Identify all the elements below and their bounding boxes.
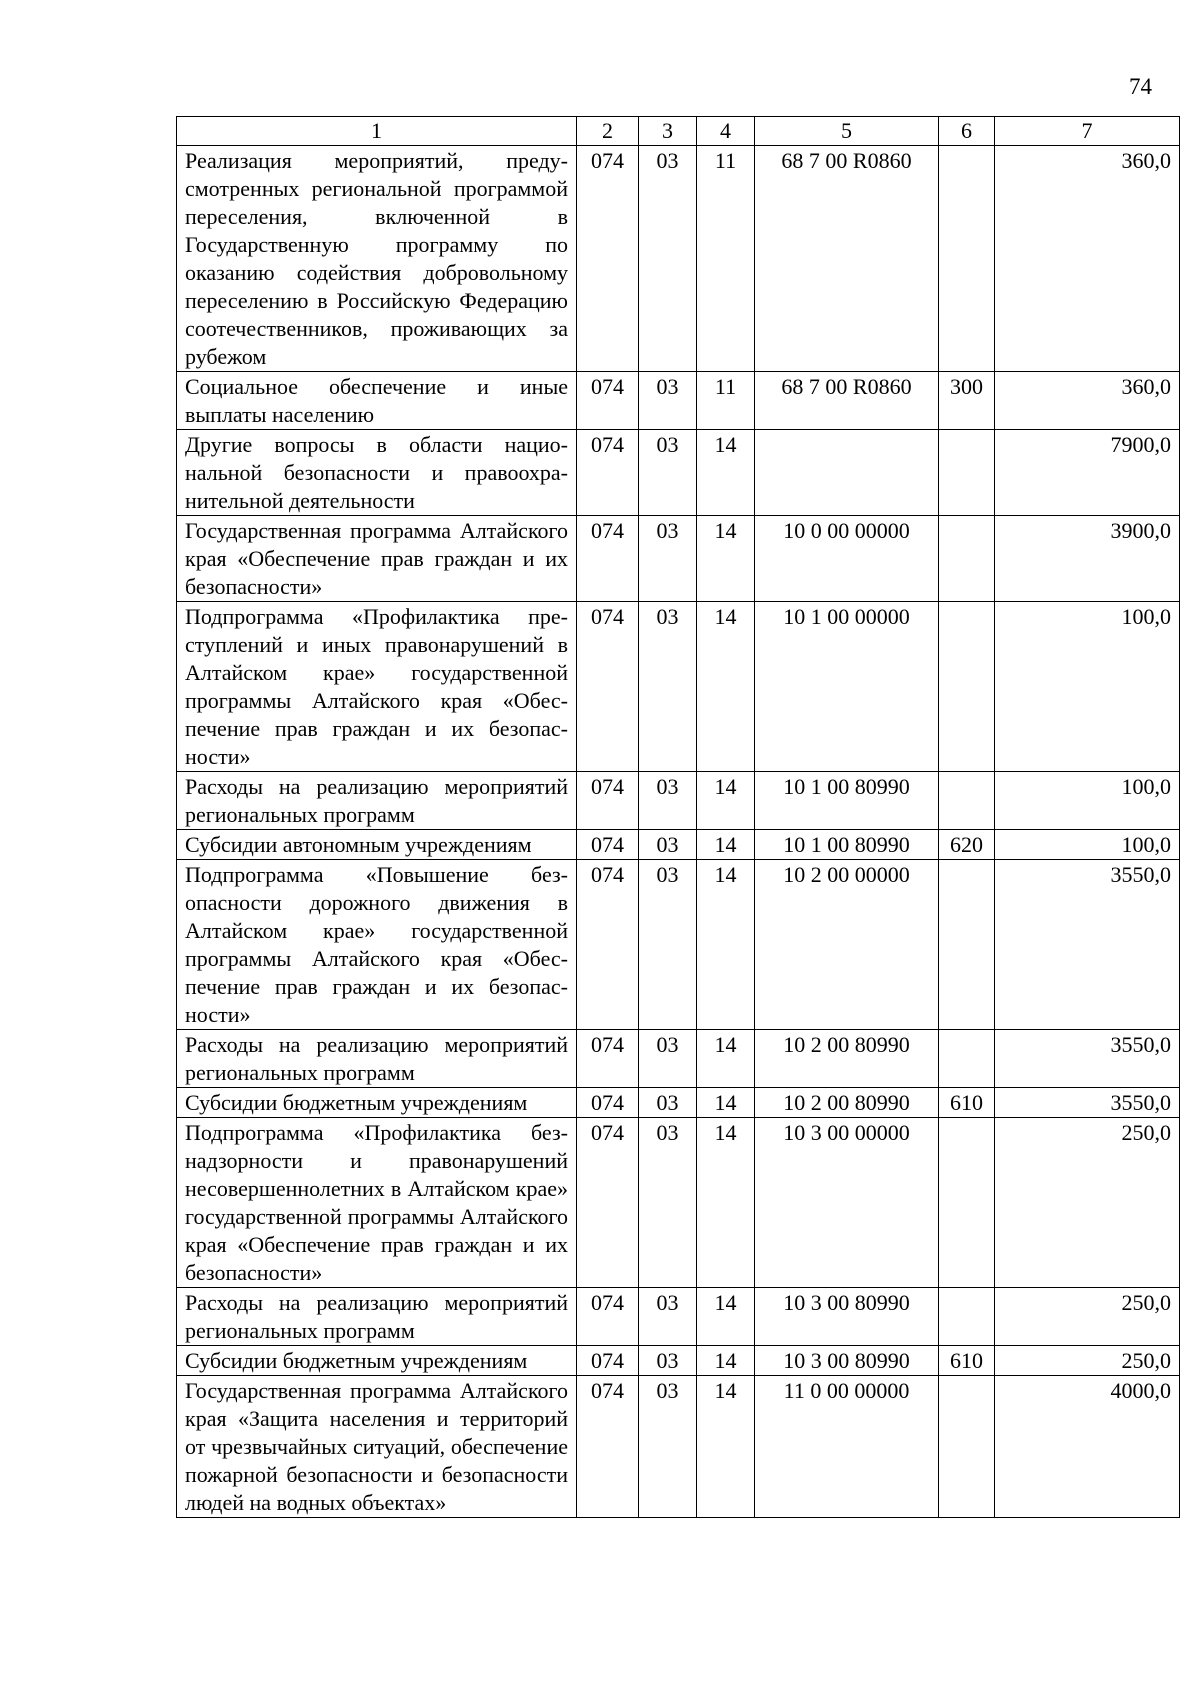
item-name-cell: Подпрограмма «Профилактика безнадзорности и правонарушений несовершеннолетних в Алтайском крае» государственной программы Алтайского края «Обеспечение прав граждан и их безопасности» <box>177 1118 577 1288</box>
section-cell: 03 <box>639 372 697 430</box>
expense-type-cell <box>939 1288 995 1346</box>
column-header: 3 <box>639 117 697 146</box>
section-cell: 03 <box>639 772 697 830</box>
expense-type-cell: 610 <box>939 1346 995 1376</box>
amount-cell: 250,0 <box>995 1288 1180 1346</box>
target-article-cell: 68 7 00 R0860 <box>755 372 939 430</box>
table-row <box>177 430 1180 516</box>
column-header: 4 <box>697 117 755 146</box>
table-row <box>177 1030 1180 1088</box>
item-name-cell: Государственная программа Алтайского края «Обеспечение прав граждан и их безопасности» <box>177 516 577 602</box>
section-cell: 03 <box>639 146 697 372</box>
ministry-code-cell: 074 <box>577 830 639 860</box>
subsection-cell: 14 <box>697 1288 755 1346</box>
section-cell: 03 <box>639 1376 697 1518</box>
ministry-code-cell: 074 <box>577 602 639 772</box>
ministry-code-cell: 074 <box>577 1288 639 1346</box>
item-name-cell: Субсидии бюджетным учреждениям <box>177 1088 577 1118</box>
table-row <box>177 1118 1180 1288</box>
target-article-cell: 10 2 00 80990 <box>755 1088 939 1118</box>
expense-type-cell <box>939 860 995 1030</box>
section-cell: 03 <box>639 1088 697 1118</box>
item-name-cell: Социальное обеспечение и иные выплаты населению <box>177 372 577 430</box>
amount-cell: 3550,0 <box>995 1088 1180 1118</box>
section-cell: 03 <box>639 1118 697 1288</box>
table-row <box>177 772 1180 830</box>
table-row <box>177 516 1180 602</box>
table-row <box>177 372 1180 430</box>
item-name-cell: Государственная программа Алтайского края «Защита населения и территорий от чрезвычайных ситуаций, обеспечение пожарной безопасности и безопасности людей на водных объектах» <box>177 1376 577 1518</box>
subsection-cell: 14 <box>697 1088 755 1118</box>
target-article-cell: 10 2 00 80990 <box>755 1030 939 1088</box>
item-name-cell: Субсидии бюджетным учреждениям <box>177 1346 577 1376</box>
section-cell: 03 <box>639 1346 697 1376</box>
amount-cell: 3550,0 <box>995 1030 1180 1088</box>
amount-cell: 4000,0 <box>995 1376 1180 1518</box>
subsection-cell: 11 <box>697 146 755 372</box>
item-name-cell: Расходы на реализацию мероприятий региональных программ <box>177 1030 577 1088</box>
table-row <box>177 1288 1180 1346</box>
section-cell: 03 <box>639 1288 697 1346</box>
expense-type-cell: 620 <box>939 830 995 860</box>
target-article-cell <box>755 430 939 516</box>
column-header: 2 <box>577 117 639 146</box>
ministry-code-cell: 074 <box>577 372 639 430</box>
target-article-cell: 10 3 00 00000 <box>755 1118 939 1288</box>
amount-cell: 250,0 <box>995 1118 1180 1288</box>
expense-type-cell <box>939 516 995 602</box>
item-name-cell: Подпрограмма «Повышение безопасности дорожного движения в Алтайском крае» государственной программы Алтайского края «Обеспечение прав граждан и их безопасности» <box>177 860 577 1030</box>
subsection-cell: 14 <box>697 602 755 772</box>
column-header: 7 <box>995 117 1180 146</box>
subsection-cell: 14 <box>697 830 755 860</box>
column-header: 1 <box>177 117 577 146</box>
table-row <box>177 1376 1180 1518</box>
amount-cell: 3900,0 <box>995 516 1180 602</box>
section-cell: 03 <box>639 602 697 772</box>
section-cell: 03 <box>639 1030 697 1088</box>
amount-cell: 360,0 <box>995 146 1180 372</box>
budget-table <box>176 116 1180 1518</box>
ministry-code-cell: 074 <box>577 1030 639 1088</box>
amount-cell: 100,0 <box>995 602 1180 772</box>
expense-type-cell <box>939 772 995 830</box>
section-cell: 03 <box>639 430 697 516</box>
table-row <box>177 602 1180 772</box>
target-article-cell: 68 7 00 R0860 <box>755 146 939 372</box>
target-article-cell: 10 1 00 80990 <box>755 830 939 860</box>
ministry-code-cell: 074 <box>577 516 639 602</box>
table-row <box>177 1346 1180 1376</box>
subsection-cell: 14 <box>697 430 755 516</box>
expense-type-cell <box>939 430 995 516</box>
target-article-cell: 10 3 00 80990 <box>755 1346 939 1376</box>
item-name-cell: Расходы на реализацию мероприятий региональных программ <box>177 1288 577 1346</box>
table-row <box>177 830 1180 860</box>
ministry-code-cell: 074 <box>577 146 639 372</box>
page-number: 74 <box>1129 74 1152 99</box>
item-name-cell: Субсидии автономным учреждениям <box>177 830 577 860</box>
target-article-cell: 10 0 00 00000 <box>755 516 939 602</box>
expense-type-cell: 300 <box>939 372 995 430</box>
table-row <box>177 146 1180 372</box>
expense-type-cell <box>939 1376 995 1518</box>
expense-type-cell <box>939 1118 995 1288</box>
table-row <box>177 1088 1180 1118</box>
subsection-cell: 14 <box>697 1346 755 1376</box>
ministry-code-cell: 074 <box>577 1376 639 1518</box>
target-article-cell: 11 0 00 00000 <box>755 1376 939 1518</box>
item-name-cell: Расходы на реализацию мероприятий региональных программ <box>177 772 577 830</box>
amount-cell: 100,0 <box>995 830 1180 860</box>
ministry-code-cell: 074 <box>577 1088 639 1118</box>
subsection-cell: 14 <box>697 1118 755 1288</box>
section-cell: 03 <box>639 860 697 1030</box>
amount-cell: 250,0 <box>995 1346 1180 1376</box>
section-cell: 03 <box>639 830 697 860</box>
subsection-cell: 14 <box>697 516 755 602</box>
expense-type-cell <box>939 602 995 772</box>
column-header: 6 <box>939 117 995 146</box>
ministry-code-cell: 074 <box>577 1346 639 1376</box>
table-header-row <box>177 117 1180 146</box>
item-name-cell: Другие вопросы в области национальной безопасности и правоохранительной деятельности <box>177 430 577 516</box>
target-article-cell: 10 3 00 80990 <box>755 1288 939 1346</box>
column-header: 5 <box>755 117 939 146</box>
table-row <box>177 860 1180 1030</box>
expense-type-cell <box>939 1030 995 1088</box>
ministry-code-cell: 074 <box>577 430 639 516</box>
item-name-cell: Подпрограмма «Профилактика преступлений и иных правонарушений в Алтайском крае» государственной программы Алтайского края «Обеспечение прав граждан и их безопасности» <box>177 602 577 772</box>
subsection-cell: 11 <box>697 372 755 430</box>
amount-cell: 100,0 <box>995 772 1180 830</box>
amount-cell: 3550,0 <box>995 860 1180 1030</box>
expense-type-cell: 610 <box>939 1088 995 1118</box>
expense-type-cell <box>939 146 995 372</box>
subsection-cell: 14 <box>697 1030 755 1088</box>
ministry-code-cell: 074 <box>577 860 639 1030</box>
item-name-cell: Реализация мероприятий, предусмотренных региональной программой переселения, включенной в Государственную программу по оказанию содействия добровольному переселению в Российскую Федерацию соотечественников, проживающих за рубежом <box>177 146 577 372</box>
target-article-cell: 10 1 00 80990 <box>755 772 939 830</box>
amount-cell: 7900,0 <box>995 430 1180 516</box>
subsection-cell: 14 <box>697 772 755 830</box>
target-article-cell: 10 1 00 00000 <box>755 602 939 772</box>
subsection-cell: 14 <box>697 1376 755 1518</box>
target-article-cell: 10 2 00 00000 <box>755 860 939 1030</box>
section-cell: 03 <box>639 516 697 602</box>
ministry-code-cell: 074 <box>577 1118 639 1288</box>
subsection-cell: 14 <box>697 860 755 1030</box>
ministry-code-cell: 074 <box>577 772 639 830</box>
amount-cell: 360,0 <box>995 372 1180 430</box>
